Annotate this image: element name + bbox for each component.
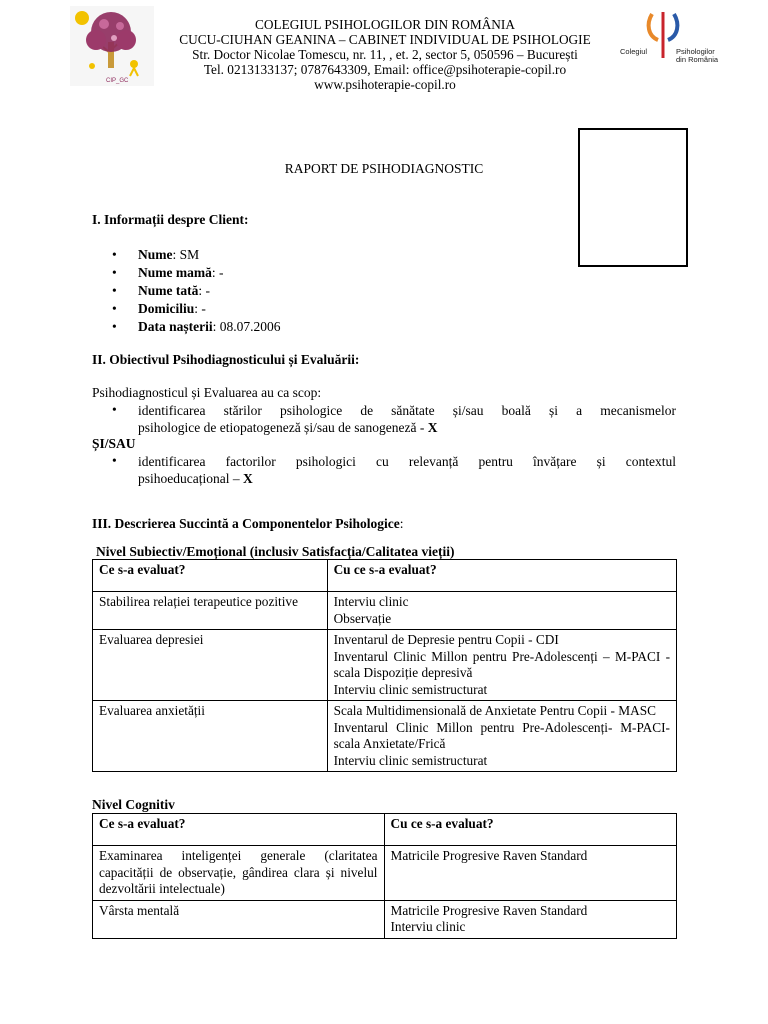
cabinet-logo xyxy=(70,6,154,86)
header-org-name: COLEGIUL PSIHOLOGILOR DIN ROMÂNIA xyxy=(255,17,515,32)
bullet-icon: • xyxy=(112,319,117,334)
section-2-heading: II. Obiectivul Psihodiagnosticului și Evaluării: xyxy=(92,352,360,367)
section-1-heading: I. Informații despre Client: xyxy=(92,212,249,227)
objective-intro: Psihodiagnosticul și Evaluarea au ca scop: xyxy=(92,385,322,400)
objective-bullet-2-line-2: psihoeducațional – xyxy=(138,471,243,486)
cell-how: Inventarul de Depresie pentru Copii - CDI Inventarul Clinic Millon pentru Pre-Adolescenți – M-PACI - scala Dispoziție depresivă Interviu clinic semistructurat xyxy=(327,630,676,701)
table-row xyxy=(93,701,677,772)
cell-how: Matricile Progresive Raven Standard Interviu clinic xyxy=(384,900,677,938)
bullet-icon: • xyxy=(112,247,117,262)
column-header-what: Ce s-a evaluat? xyxy=(93,560,328,592)
emotional-assessment-table xyxy=(92,559,677,772)
field-value: : - xyxy=(211,265,224,280)
section-3-heading: III. Descrierea Succintă a Componentelor Psihologice: xyxy=(92,516,404,531)
column-header-how: Cu ce s-a evaluat? xyxy=(384,814,677,846)
svg-text:Psihologilor: Psihologilor xyxy=(676,47,715,56)
table-row xyxy=(93,630,677,701)
header-address: Str. Doctor Nicolae Tomescu, nr. 11, , et. 2, sector 5, 050596 – București xyxy=(192,47,578,62)
bullet-icon: • xyxy=(112,283,117,298)
column-header-how: Cu ce s-a evaluat? xyxy=(327,560,676,592)
photo-placeholder xyxy=(578,128,688,267)
cell-what: Stabilirea relației terapeutice pozitive xyxy=(93,592,328,630)
field-value: : - xyxy=(194,301,206,316)
field-value: : 08.07.2006 xyxy=(212,319,281,334)
bullet-icon: • xyxy=(112,265,117,280)
objective-bullet-2-line-1: identificarea factorilor psihologici cu relevanță pentru învățare și contextul xyxy=(138,454,676,469)
selected-mark: X xyxy=(242,471,253,486)
college-logo xyxy=(610,10,730,66)
cell-what: Vârsta mentală xyxy=(93,900,385,938)
page-title: RAPORT DE PSIHODIAGNOSTIC xyxy=(284,161,484,176)
sun-icon xyxy=(75,11,89,25)
cell-how: Interviu clinic Observație xyxy=(327,592,676,630)
objective-bullet-1-line-1: identificarea stărilor psihologice de sănătate și/sau boală și a mecanismelor xyxy=(138,403,676,418)
objective-bullet-2 xyxy=(138,453,676,487)
header-contact: Tel. 0213133137; 0787643309, Email: office@psihoterapie-copil.ro xyxy=(203,62,567,77)
field-value: : SM xyxy=(172,247,200,262)
header-website: www.psihoterapie-copil.ro xyxy=(314,77,456,92)
table-header-row xyxy=(93,814,677,846)
table-row xyxy=(93,900,677,938)
cell-what: Evaluarea depresiei xyxy=(93,630,328,701)
header-cabinet-name: CUCU-CIUHAN GEANINA – CABINET INDIVIDUAL DE PSIHOLOGIE xyxy=(179,32,591,47)
cell-how: Scala Multidimensională de Anxietate Pentru Copii - MASC Inventarul Clinic Millon pentru Pre-Adolescenți- M-PACI- scala Anxietate/Frică Interviu clinic semistructurat xyxy=(327,701,676,772)
cell-what: Evaluarea anxietății xyxy=(93,701,328,772)
psi-logo-icon xyxy=(610,10,730,66)
svg-text:din România: din România xyxy=(676,55,719,64)
cell-how: Matricile Progresive Raven Standard xyxy=(384,846,677,901)
tree-logo-icon xyxy=(70,6,154,86)
and-or-connector: ȘI/SAU xyxy=(92,436,136,451)
table-1-caption: Nivel Subiectiv/Emoțional (inclusiv Satisfacția/Calitatea vieții) xyxy=(96,544,455,559)
table-2-caption: Nivel Cognitiv xyxy=(92,797,175,812)
bullet-icon: • xyxy=(112,402,117,417)
column-header-what: Ce s-a evaluat? xyxy=(93,814,385,846)
table-header-row xyxy=(93,560,677,592)
bullet-icon: • xyxy=(112,453,117,468)
table-row xyxy=(93,592,677,630)
field-label: Nume xyxy=(138,247,173,262)
field-label: Nume mamă xyxy=(138,265,212,280)
objective-bullet-1-line-2: psihologice de etiopatogeneză și/sau de sanogeneză - xyxy=(138,420,428,435)
cell-what: Examinarea inteligenței generale (claritatea capacității de observație, gândirea clara și nivelul dezvoltării intelectuale) xyxy=(93,846,385,901)
svg-text:CIP_GC: CIP_GC xyxy=(106,78,129,84)
field-value: : - xyxy=(198,283,210,298)
svg-text:Colegiul: Colegiul xyxy=(620,47,648,56)
field-label: Nume tată xyxy=(138,283,199,298)
selected-mark: X xyxy=(427,420,438,435)
bullet-icon: • xyxy=(112,301,117,316)
objective-bullet-1 xyxy=(138,402,676,436)
table-row xyxy=(93,846,677,901)
field-label: Domiciliu xyxy=(138,301,195,316)
cognitive-assessment-table xyxy=(92,813,677,939)
field-label: Data nașterii xyxy=(138,319,213,334)
